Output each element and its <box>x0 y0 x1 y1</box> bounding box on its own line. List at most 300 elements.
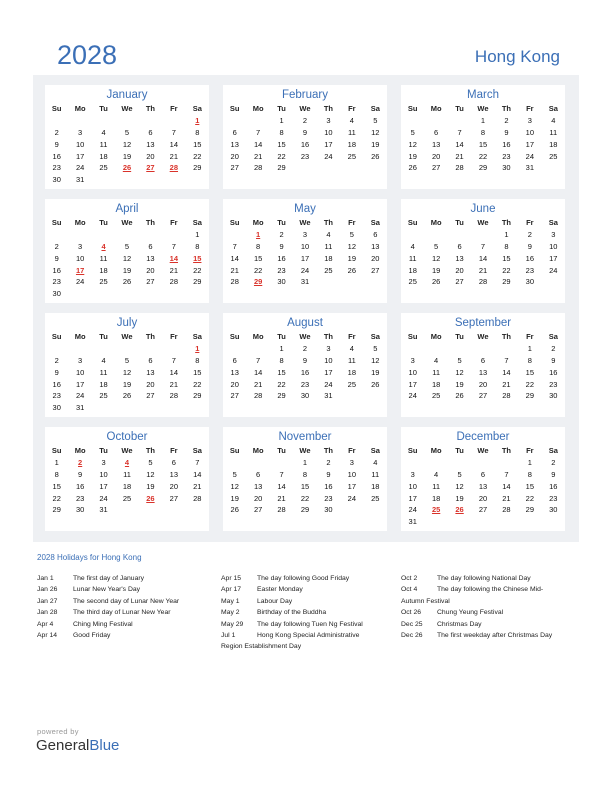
weekday-header: Fr <box>348 332 356 341</box>
day: 13 <box>371 241 380 251</box>
weekday-header: Sa <box>192 446 202 455</box>
day: 22 <box>478 151 488 161</box>
day: 28 <box>502 505 511 515</box>
day: 15 <box>52 481 61 491</box>
holiday-row <box>401 619 552 630</box>
day: 6 <box>148 127 153 137</box>
weekday-header: Sa <box>370 446 380 455</box>
weekday-header: Tu <box>277 332 286 341</box>
day: 11 <box>99 367 108 377</box>
day: 13 <box>455 253 464 263</box>
holiday-date: Jan 26 <box>37 586 58 594</box>
holiday-name-continued: Autumn Festival <box>401 597 450 605</box>
month-name: February <box>281 89 329 101</box>
day: 20 <box>431 151 441 161</box>
day: 17 <box>549 253 558 263</box>
day: 24 <box>525 151 535 161</box>
day: 30 <box>502 163 511 173</box>
empty-day <box>246 115 269 127</box>
empty-day <box>115 115 138 127</box>
day: 13 <box>146 253 155 263</box>
day: 12 <box>122 253 132 263</box>
day: 4 <box>410 241 415 251</box>
weekday-header: We <box>299 332 311 341</box>
day: 10 <box>99 469 108 479</box>
holiday-row <box>37 630 179 641</box>
empty-day <box>270 457 293 469</box>
weekday-header: Su <box>229 332 240 341</box>
day: 28 <box>455 163 464 173</box>
holiday-name: Birthday of the Buddha <box>257 609 327 617</box>
day: 18 <box>431 493 441 503</box>
day-grid <box>401 445 565 528</box>
weekday-header: Fr <box>526 104 534 113</box>
empty-day <box>401 457 424 469</box>
weekday-header: Mo <box>74 218 86 227</box>
holiday-name: The third day of Lunar New Year <box>73 609 171 617</box>
month-name: August <box>287 317 323 329</box>
day: 6 <box>232 355 237 365</box>
day: 8 <box>527 469 532 479</box>
day: 28 <box>277 505 286 515</box>
holiday-row <box>221 573 363 584</box>
day: 23 <box>549 493 558 503</box>
weekday-header: Th <box>501 332 511 341</box>
day: 15 <box>193 367 202 377</box>
empty-day <box>424 115 447 127</box>
day: 16 <box>52 379 61 389</box>
day: 25 <box>408 277 417 287</box>
day: 11 <box>347 355 356 365</box>
powered-by-label: powered by <box>37 727 79 736</box>
empty-day <box>223 229 246 241</box>
empty-day <box>223 115 246 127</box>
day: 15 <box>277 139 286 149</box>
holiday-date: Apr 14 <box>37 631 58 639</box>
day: 29 <box>300 505 310 515</box>
day: 20 <box>455 265 464 275</box>
holiday-date: Dec 26 <box>401 631 423 639</box>
day: 21 <box>502 379 511 389</box>
weekday-header: Tu <box>277 104 286 113</box>
day: 16 <box>549 367 558 377</box>
day: 13 <box>230 139 239 149</box>
weekday-header: Su <box>51 218 62 227</box>
weekday-header: Th <box>323 332 333 341</box>
day-grid <box>401 103 565 174</box>
day: 18 <box>431 379 441 389</box>
holiday-row <box>401 584 552 595</box>
day: 22 <box>193 379 202 389</box>
month-name: June <box>470 203 496 215</box>
empty-day <box>92 229 115 241</box>
weekday-header: Sa <box>370 104 380 113</box>
day: 12 <box>122 139 132 149</box>
empty-day <box>115 343 138 355</box>
day: 12 <box>347 241 357 251</box>
holiday-column <box>221 573 363 653</box>
day: 11 <box>347 127 356 137</box>
day: 9 <box>54 253 59 263</box>
day: 16 <box>300 367 310 377</box>
day: 18 <box>549 139 558 149</box>
day: 1 <box>54 457 59 467</box>
month-name: July <box>116 317 138 329</box>
day: 17 <box>324 139 333 149</box>
weekday-header: Fr <box>348 218 356 227</box>
weekday-header: Mo <box>252 104 264 113</box>
day: 26 <box>371 379 380 389</box>
weekday-header: Mo <box>252 218 264 227</box>
day-grid <box>223 103 387 174</box>
empty-day <box>424 229 447 241</box>
holiday-date: Jan 28 <box>37 609 58 617</box>
day: 24 <box>300 265 310 275</box>
day: 27 <box>146 277 155 287</box>
holiday-name: The day following Tuen Ng Festival <box>257 620 363 628</box>
day: 5 <box>457 355 462 365</box>
weekday-header: Th <box>501 104 511 113</box>
day: 7 <box>279 469 284 479</box>
day: 22 <box>525 493 535 503</box>
day: 2 <box>302 343 308 353</box>
day: 7 <box>504 469 509 479</box>
day: 21 <box>277 493 286 503</box>
day: 16 <box>52 265 61 275</box>
day: 1 <box>279 115 284 125</box>
day: 10 <box>324 355 333 365</box>
day: 4 <box>551 115 556 125</box>
empty-day <box>68 115 91 127</box>
holiday-name: Easter Monday <box>257 586 303 594</box>
day: 17 <box>525 139 535 149</box>
day: 1 <box>195 229 200 239</box>
month-name: November <box>278 431 332 443</box>
empty-day <box>448 457 471 469</box>
day: 7 <box>256 127 261 137</box>
day: 28 <box>502 391 511 401</box>
day: 22 <box>193 151 202 161</box>
empty-day <box>495 457 518 469</box>
day: 5 <box>434 241 439 251</box>
day: 3 <box>410 355 415 365</box>
holiday-date: Jul 1 <box>221 631 236 639</box>
holiday-name: The day following the Chinese Mid- <box>437 586 544 594</box>
day: 21 <box>253 379 263 389</box>
day: 10 <box>549 241 558 251</box>
day: 30 <box>52 403 61 413</box>
day: 3 <box>326 343 331 353</box>
day: 23 <box>324 493 333 503</box>
day: 8 <box>279 127 284 137</box>
day: 5 <box>457 469 462 479</box>
day: 4 <box>349 343 354 353</box>
day: 10 <box>300 241 310 251</box>
day: 20 <box>371 253 380 263</box>
day: 20 <box>478 379 488 389</box>
day: 30 <box>52 175 61 185</box>
day: 15 <box>253 253 263 263</box>
day: 20 <box>253 493 263 503</box>
holiday-row <box>37 596 179 607</box>
calendar-panel <box>33 75 579 542</box>
holiday-day: 2 <box>78 457 83 467</box>
day: 17 <box>300 253 310 263</box>
day: 19 <box>122 265 132 275</box>
day: 22 <box>502 265 511 275</box>
day: 26 <box>122 277 132 287</box>
weekday-header: Tu <box>455 218 464 227</box>
day: 14 <box>253 367 263 377</box>
day: 29 <box>193 163 202 173</box>
brand-logo[interactable] <box>36 737 119 754</box>
day: 3 <box>78 241 83 251</box>
day: 6 <box>148 355 153 365</box>
day: 8 <box>279 355 284 365</box>
day: 18 <box>99 265 108 275</box>
day: 14 <box>169 367 179 377</box>
day: 23 <box>300 379 310 389</box>
holiday-date: Jan 27 <box>37 597 58 605</box>
day: 19 <box>347 253 357 263</box>
day: 18 <box>371 481 380 491</box>
month-december <box>401 427 565 531</box>
day: 2 <box>302 115 308 125</box>
day: 11 <box>99 139 108 149</box>
day: 12 <box>371 127 380 137</box>
day: 19 <box>371 139 380 149</box>
day: 20 <box>230 379 239 389</box>
day: 24 <box>99 493 108 503</box>
day: 31 <box>525 163 535 173</box>
day: 17 <box>99 481 108 491</box>
month-january <box>45 85 209 189</box>
weekday-header: Fr <box>170 446 178 455</box>
day: 4 <box>434 355 439 365</box>
day: 17 <box>75 151 85 161</box>
empty-day <box>139 343 162 355</box>
day: 4 <box>101 127 106 137</box>
month-name: March <box>467 89 499 101</box>
day: 16 <box>525 253 535 263</box>
day: 24 <box>324 151 333 161</box>
day: 31 <box>75 403 85 413</box>
day: 4 <box>373 457 378 467</box>
day: 31 <box>99 505 108 515</box>
day: 19 <box>431 265 441 275</box>
day: 22 <box>525 379 535 389</box>
day: 17 <box>408 493 417 503</box>
day: 13 <box>478 367 488 377</box>
day: 22 <box>253 265 263 275</box>
day: 16 <box>549 481 558 491</box>
weekday-header: Fr <box>526 446 534 455</box>
day: 7 <box>195 457 200 467</box>
holiday-date: Jan 1 <box>37 575 54 582</box>
day: 4 <box>349 115 354 125</box>
day: 8 <box>256 241 261 251</box>
holiday-name: Hong Kong Special Administrative <box>257 631 360 639</box>
weekday-header: Sa <box>192 218 202 227</box>
empty-day <box>68 229 91 241</box>
weekday-header: Mo <box>430 104 442 113</box>
weekday-header: Th <box>145 446 155 455</box>
day: 30 <box>324 505 333 515</box>
day: 2 <box>54 355 59 365</box>
holiday-day: 1 <box>195 115 200 125</box>
day: 20 <box>146 265 155 275</box>
country-title: Hong Kong <box>474 47 560 66</box>
day: 27 <box>478 391 488 401</box>
day: 17 <box>408 379 417 389</box>
day: 19 <box>371 367 380 377</box>
day: 5 <box>124 355 130 365</box>
day: 25 <box>324 265 333 275</box>
day: 3 <box>78 127 83 137</box>
weekday-header: Su <box>229 218 240 227</box>
holiday-day: 17 <box>75 265 85 275</box>
holiday-day: 1 <box>256 229 261 239</box>
day: 14 <box>277 481 286 491</box>
weekday-header: Tu <box>455 104 464 113</box>
weekday-header: We <box>477 104 489 113</box>
brand-general: General <box>36 737 90 754</box>
weekday-header: Su <box>407 218 418 227</box>
holiday-name: The day following National Day <box>437 575 531 582</box>
holiday-day: 28 <box>169 163 179 173</box>
day: 8 <box>54 469 59 479</box>
day: 7 <box>171 127 176 137</box>
day: 10 <box>408 367 417 377</box>
month-february <box>223 85 387 189</box>
day: 7 <box>457 127 462 137</box>
day: 29 <box>502 277 511 287</box>
weekday-header: Th <box>145 332 155 341</box>
month-name: September <box>454 317 512 329</box>
day: 9 <box>551 355 556 365</box>
day: 25 <box>122 493 132 503</box>
day: 13 <box>146 367 155 377</box>
day: 17 <box>75 379 85 389</box>
day: 24 <box>408 391 417 401</box>
holiday-date: Apr 17 <box>221 586 242 594</box>
day: 24 <box>324 379 333 389</box>
day: 26 <box>347 265 357 275</box>
weekday-header: Tu <box>455 446 464 455</box>
day: 7 <box>171 355 176 365</box>
day: 18 <box>122 481 132 491</box>
weekday-header: Th <box>145 104 155 113</box>
empty-day <box>45 343 68 355</box>
day: 3 <box>326 115 331 125</box>
holiday-row <box>37 607 179 618</box>
holiday-name: Ching Ming Festival <box>73 620 133 628</box>
weekday-header: Mo <box>74 332 86 341</box>
day: 12 <box>122 367 132 377</box>
holiday-date: Apr 4 <box>37 620 54 628</box>
holiday-day: 29 <box>253 277 263 287</box>
empty-day <box>471 457 494 469</box>
day: 15 <box>193 139 202 149</box>
empty-day <box>45 115 68 127</box>
weekday-header: Mo <box>430 218 442 227</box>
day: 15 <box>300 481 310 491</box>
empty-day <box>471 343 494 355</box>
empty-day <box>448 115 471 127</box>
day: 2 <box>279 229 284 239</box>
holiday-row <box>401 573 552 584</box>
day: 11 <box>371 469 380 479</box>
day: 21 <box>230 265 239 275</box>
day: 22 <box>52 493 61 503</box>
day: 11 <box>123 469 131 479</box>
day: 23 <box>75 493 85 503</box>
day: 6 <box>457 241 462 251</box>
empty-day <box>448 229 471 241</box>
holiday-name: The day following Good Friday <box>257 575 350 582</box>
day: 29 <box>277 163 286 173</box>
holiday-row <box>37 619 179 630</box>
day: 28 <box>478 277 488 287</box>
weekday-header: Mo <box>430 332 442 341</box>
day: 24 <box>347 493 357 503</box>
year-title: 2028 <box>57 40 118 70</box>
holiday-row <box>37 584 179 595</box>
holiday-date: Apr 15 <box>221 575 242 582</box>
day: 25 <box>549 151 558 161</box>
weekday-header: Su <box>407 104 418 113</box>
day: 23 <box>52 391 61 401</box>
day: 7 <box>504 355 509 365</box>
day: 21 <box>169 379 179 389</box>
empty-day <box>223 343 246 355</box>
day: 26 <box>455 391 464 401</box>
day: 9 <box>302 355 308 365</box>
day: 26 <box>408 163 417 173</box>
day: 3 <box>302 229 308 239</box>
weekday-header: We <box>121 218 133 227</box>
day: 24 <box>75 277 85 287</box>
weekday-header: Sa <box>192 332 202 341</box>
day: 5 <box>373 343 378 353</box>
day: 23 <box>52 277 61 287</box>
day: 8 <box>480 127 486 137</box>
day: 30 <box>75 505 85 515</box>
day: 19 <box>230 493 239 503</box>
empty-day <box>471 229 494 241</box>
weekday-header: Mo <box>430 446 442 455</box>
weekday-header: Th <box>323 104 333 113</box>
day: 16 <box>502 139 511 149</box>
day: 22 <box>277 151 286 161</box>
holidays-title: 2028 Holidays for Hong Kong <box>37 553 142 562</box>
day: 28 <box>253 163 263 173</box>
day: 15 <box>478 139 488 149</box>
day: 8 <box>527 355 532 365</box>
weekday-header: Fr <box>526 332 534 341</box>
day: 25 <box>99 391 108 401</box>
day: 16 <box>277 253 286 263</box>
day-grid <box>45 445 209 516</box>
month-august <box>223 313 387 417</box>
day: 28 <box>253 391 263 401</box>
empty-day <box>223 457 246 469</box>
weekday-header: Tu <box>99 446 108 455</box>
empty-day <box>401 343 424 355</box>
day: 4 <box>326 229 331 239</box>
empty-day <box>45 229 68 241</box>
weekday-header: We <box>299 446 311 455</box>
